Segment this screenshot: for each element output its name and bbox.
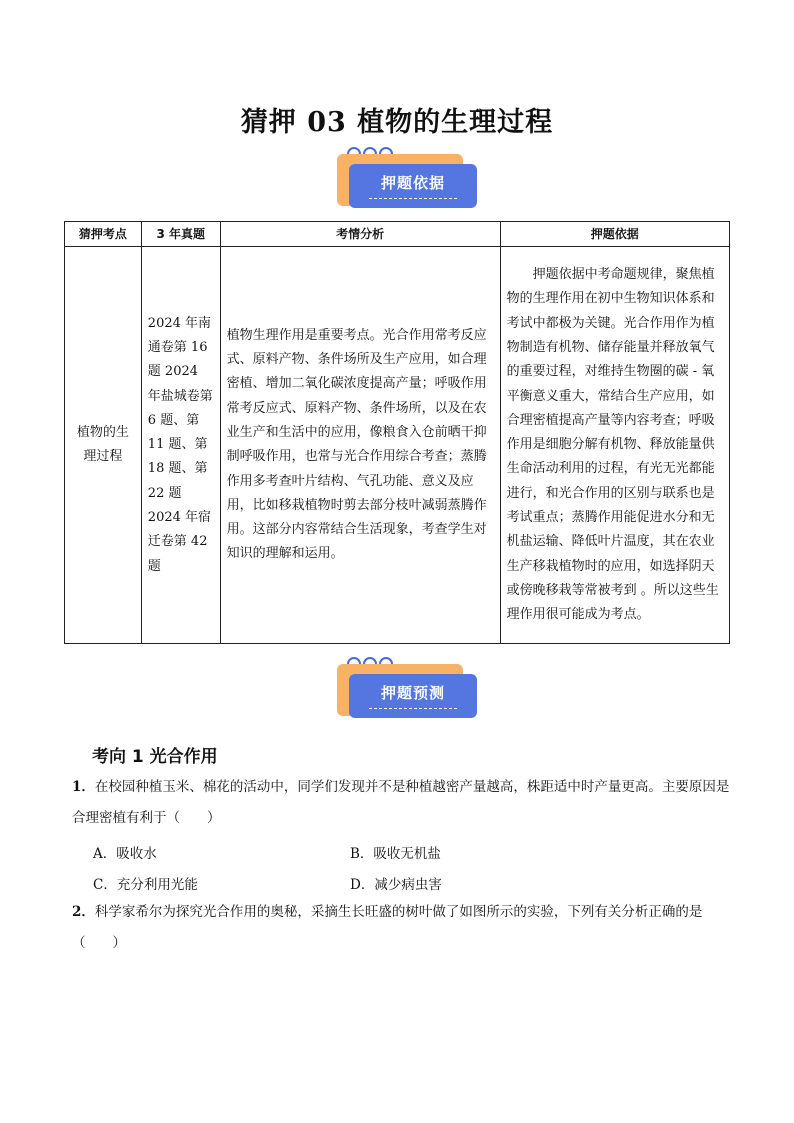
banner-label: 押题依据 xyxy=(380,174,445,192)
cell-analysis: 植物生理作用是重要考点。光合作用常考反应式、原料产物、条件场所及生产应用，如合理密植、增加二氧化碳浓度提高产量；呼吸作用常考反应式、原料产物、条件场所，以及在农业生产和生活中的应用，像粮食入仓前晒干抑制呼吸作用，也常与光合作用综合考查；蒸腾作用多考查叶片结构、气孔功能、意义及应用，比如移栽植物时剪去部分枝叶减弱蒸腾作用。这部分内容常结合生活现象，考查学生对知识的理解和运用。 xyxy=(220,247,500,644)
question-text: 在校园种植玉米、棉花的活动中，同学们发现并不是种植越密产量越高，株距适中时产量更高。主要原因是合理密植有利于（ ） xyxy=(72,779,730,826)
section-banner-basis xyxy=(337,146,477,218)
page-title: 猜押 03 植物的生理过程 xyxy=(240,107,554,138)
header-analysis: 考情分析 xyxy=(220,222,500,247)
banner-label: 押题预测 xyxy=(380,684,445,702)
question-1 xyxy=(72,772,732,834)
option-c: C．充分利用光能 xyxy=(93,877,198,893)
cell-basis: 押题依据中考命题规律，聚焦植物的生理作用在初中生物知识体系和考试中都极为关键。光合作用作为植物制造有机物、储存能量并释放氧气的重要过程，对维持生物圈的碳 - 氧平衡意义重大，常结合生产应用，如合理密植提高产量等内容考查；呼吸作用是细胞分解有机物、释放能量供生命活动利用的过程，有光无光都能进行，和光合作用的区别与联系也是考试重点；蒸腾作用能促进水分和无机盐运输、降低叶片温度，其在农业生产移栽植物时的应用，如选择阴天或傍晚移栽等常被考到 。所以这些生理作用很可能成为考点。 xyxy=(500,247,729,644)
exam-info-table xyxy=(64,221,730,644)
cell-topic: 植物的生理过程 xyxy=(65,247,142,644)
question-number: 1． xyxy=(72,779,95,795)
question-number: 2． xyxy=(72,904,95,920)
section-banner-prediction xyxy=(337,656,477,728)
option-a: A．吸收水 xyxy=(93,846,157,862)
header-basis: 押题依据 xyxy=(500,222,729,247)
question-2 xyxy=(72,897,732,959)
question-text: 科学家希尔为探究光合作用的奥秘，采摘生长旺盛的树叶做了如图所示的实验，下列有关分析正确的是（ ） xyxy=(72,904,703,951)
option-b: B．吸收无机盐 xyxy=(350,846,441,862)
section-heading: 考向 1 光合作用 xyxy=(92,747,218,767)
option-d: D．减少病虫害 xyxy=(350,877,442,893)
cell-exams: 2024 年南通卷第 16 题 2024 年盐城卷第 6 题、第 11 题、第 18 题、第 22 题 2024 年宿迁卷第 42 题 xyxy=(141,247,220,644)
table-header-row xyxy=(65,222,730,247)
header-exams: 3 年真题 xyxy=(141,222,220,247)
header-topic: 猜押考点 xyxy=(65,222,142,247)
table-row xyxy=(65,247,730,644)
